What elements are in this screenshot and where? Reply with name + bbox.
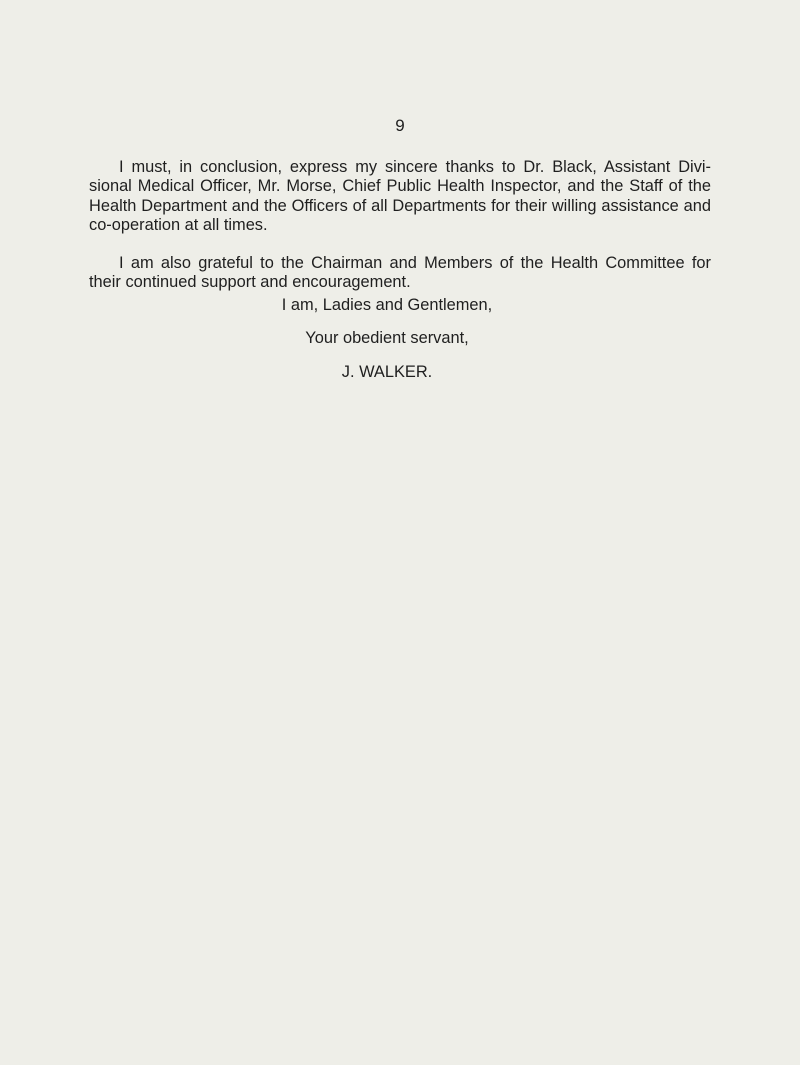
paragraph-thanks: I must, in conclusion, express my sincere thanks to Dr. Black, Assistant Divi- sional Medical Officer, Mr. Morse, Chief Public Health Inspector, and the Staff of the Health Department and the Officers of all Departments for their willing assistance and co-operation at all times.	[89, 158, 711, 234]
page-number: 9	[395, 116, 405, 135]
closing-salutation: I am, Ladies and Gentlemen,	[281, 296, 493, 314]
closing-sign-off: Your obedient servant,	[305, 329, 469, 347]
paragraph-gratitude: I am also grateful to the Chairman and Members of the Health Committee for their continued support and encouragement.	[89, 254, 711, 292]
closing-signature: J. WALKER.	[341, 363, 433, 381]
